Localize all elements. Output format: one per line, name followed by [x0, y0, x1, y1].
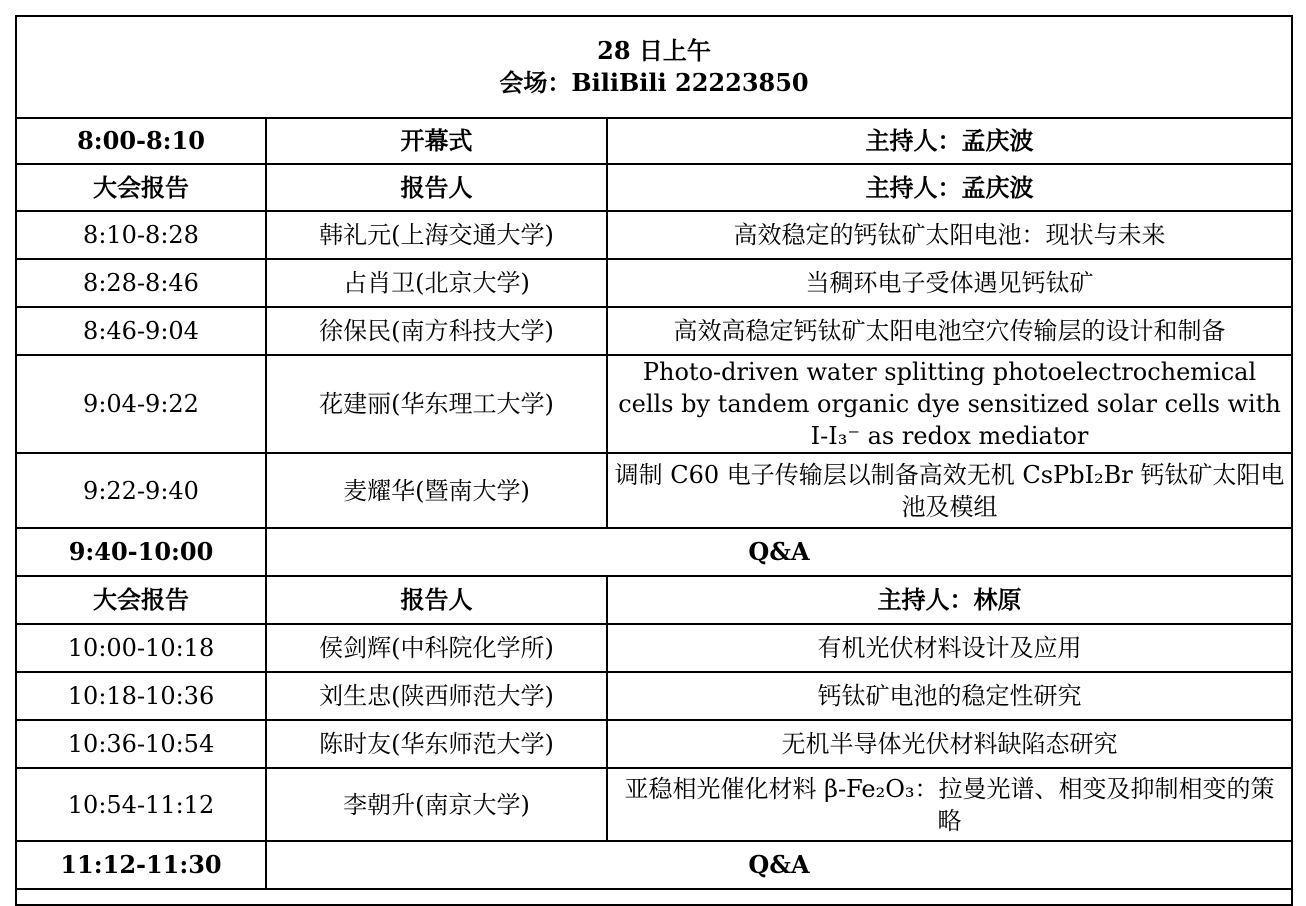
- talk-title: 当稠环电子受体遇见钙钛矿: [607, 259, 1292, 307]
- talk-row: [16, 307, 1292, 355]
- schedule-header-row: [16, 16, 1292, 118]
- talk-time: 8:46-9:04: [16, 307, 266, 355]
- talk-title: 高效高稳定钙钛矿太阳电池空穴传输层的设计和制备: [607, 307, 1292, 355]
- qa-label: Q&A: [266, 528, 1292, 576]
- talk-time: 10:36-10:54: [16, 720, 266, 768]
- talk-time: 10:00-10:18: [16, 624, 266, 672]
- talk-row: [16, 672, 1292, 720]
- talk-speaker: 陈时友(华东师范大学): [266, 720, 607, 768]
- qa-time: 9:40-10:00: [16, 528, 266, 576]
- talk-row: [16, 355, 1292, 453]
- talk-speaker: 花建丽(华东理工大学): [266, 355, 607, 453]
- talk-time: 9:22-9:40: [16, 453, 266, 528]
- talk-speaker: 李朝升(南京大学): [266, 768, 607, 841]
- talk-speaker: 麦耀华(暨南大学): [266, 453, 607, 528]
- talk-speaker: 刘生忠(陕西师范大学): [266, 672, 607, 720]
- opening-host: 主持人：孟庆波: [607, 118, 1292, 164]
- next-section-row: [16, 889, 1292, 905]
- talk-title: 有机光伏材料设计及应用: [607, 624, 1292, 672]
- talk-row: [16, 453, 1292, 528]
- block2-label: 大会报告: [16, 576, 266, 624]
- talk-row: [16, 624, 1292, 672]
- talk-speaker: 徐保民(南方科技大学): [266, 307, 607, 355]
- block1-host: 主持人：孟庆波: [607, 164, 1292, 211]
- talk-time: 8:10-8:28: [16, 211, 266, 259]
- block2-speaker-header: 报告人: [266, 576, 607, 624]
- qa-row: [16, 841, 1292, 889]
- talk-title: 高效稳定的钙钛矿太阳电池：现状与未来: [607, 211, 1292, 259]
- schedule-table: [15, 15, 1293, 906]
- talk-time: 10:54-11:12: [16, 768, 266, 841]
- block2-host: 主持人：林原: [607, 576, 1292, 624]
- block1-header-row: [16, 164, 1292, 211]
- talk-speaker: 韩礼元(上海交通大学): [266, 211, 607, 259]
- talk-time: 10:18-10:36: [16, 672, 266, 720]
- talk-row: [16, 259, 1292, 307]
- qa-label: Q&A: [266, 841, 1292, 889]
- opening-time: 8:00-8:10: [16, 118, 266, 164]
- talk-title: 亚稳相光催化材料 β-Fe₂O₃：拉曼光谱、相变及抑制相变的策略: [607, 768, 1292, 841]
- venue: 会场：BiliBili 22223850: [499, 68, 809, 97]
- block1-speaker-header: 报告人: [266, 164, 607, 211]
- talk-row: [16, 720, 1292, 768]
- opening-row: [16, 118, 1292, 164]
- talk-speaker: 占肖卫(北京大学): [266, 259, 607, 307]
- talk-time: 9:04-9:22: [16, 355, 266, 453]
- talk-speaker: 侯剑辉(中科院化学所): [266, 624, 607, 672]
- talk-title: Photo-driven water splitting photoelectrochemical cells by tandem organic dye sensitized solar cells with I-I₃⁻ as redox mediator: [607, 355, 1292, 453]
- talk-title: 调制 C60 电子传输层以制备高效无机 CsPbI₂Br 钙钛矿太阳电池及模组: [607, 453, 1292, 528]
- talk-row: [16, 768, 1292, 841]
- opening-name: 开幕式: [266, 118, 607, 164]
- talk-title: 无机半导体光伏材料缺陷态研究: [607, 720, 1292, 768]
- session-title: 28 日上午: [597, 36, 711, 65]
- qa-time: 11:12-11:30: [16, 841, 266, 889]
- talk-time: 8:28-8:46: [16, 259, 266, 307]
- block1-label: 大会报告: [16, 164, 266, 211]
- block2-header-row: [16, 576, 1292, 624]
- next-section-cell: [16, 889, 1292, 905]
- schedule-header: [16, 16, 1292, 118]
- qa-row: [16, 528, 1292, 576]
- talk-title: 钙钛矿电池的稳定性研究: [607, 672, 1292, 720]
- talk-row: [16, 211, 1292, 259]
